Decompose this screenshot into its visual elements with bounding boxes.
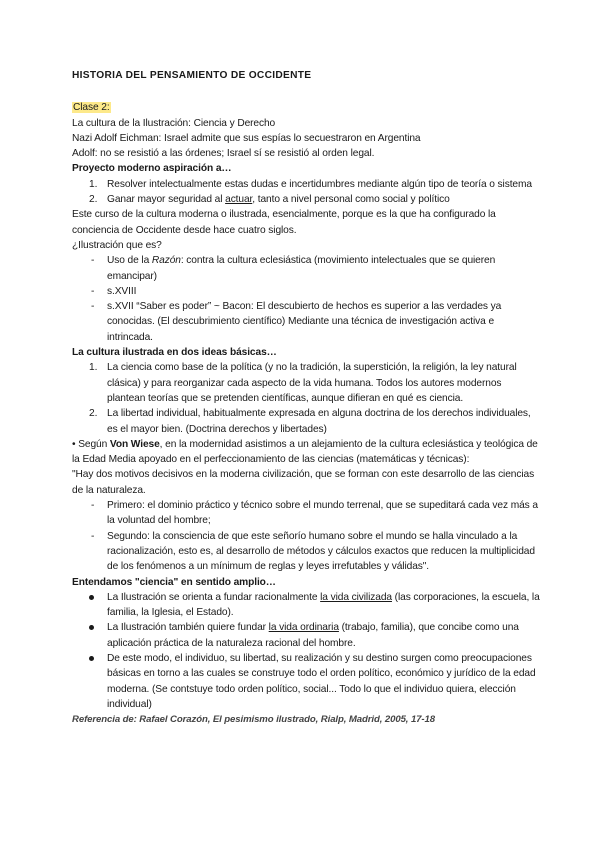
list-text-pre: Uso de la (107, 255, 152, 267)
paragraph-von-wiese (72, 437, 542, 468)
list-text: La libertad individual, habitualmente expresada en alguna doctrina de los derechos individuales, es el mayor bien. (Doctrina derechos y libertades) (107, 408, 531, 435)
list-item (72, 590, 542, 621)
list-item (72, 620, 542, 651)
list-text-post: : contra la cultura eclesiástica (movimiento intelectuales que se quieren emancipar) (107, 255, 496, 282)
bullet-prefix: • Según (72, 438, 110, 450)
list-text-post: (trabajo, familia), que concibe como una aplicación práctica de la naturaleza racional del hombre. (107, 622, 519, 649)
list-text: La ciencia como base de la política (y no la tradición, la superstición, la religión, la ley natural clásica) y para reorganizar cada aspecto de la vida humana. Todos los autores modernos plantean teorías que se pretenden científicas, aunque difieran en qué es ciencia. (107, 362, 517, 404)
list-number: 2. (89, 194, 98, 206)
intro-line: Nazi Adolf Eichman: Israel admite que sus espías lo secuestraron en Argentina (72, 132, 421, 144)
list-text-pre: Ganar mayor seguridad al (107, 194, 226, 206)
dash-marker: - (91, 530, 95, 542)
list-item (72, 284, 542, 299)
list-item (72, 253, 542, 284)
list-text: Segundo: la consciencia de que este señorío humano sobre el mundo se halla vinculado a la racionalización, esto es, al desarrollo de métodos y cálculos exactos que reducen la multiplicidad de los fenómenos a un mínimum de reglas y leyes irrefutables y válidas". (107, 530, 535, 573)
bullet-dot (89, 656, 94, 661)
author-name: Von Wiese (109, 438, 160, 450)
list-number: 1. (89, 178, 98, 190)
numbered-list-1 (72, 177, 542, 208)
quote-paragraph: "Hay dos motivos decisivos en la moderna civilización, que se forman con este desarrollo de las ciencias de la naturaleza. (72, 469, 535, 496)
list-text: De este modo, el individuo, su libertad, su realización y su destino surgen como preocupaciones básicas en torno a las cuales se construye todo el orden político, económico y jurídico de la edad moderna. (Se contstuye todo orden político, social... Todo lo que el individuo quiera, elección individual) (107, 652, 536, 710)
document-title: HISTORIA DEL PENSAMIENTO DE OCCIDENTE (72, 70, 312, 81)
list-number: 1. (89, 362, 98, 374)
dash-marker: - (91, 301, 95, 313)
list-text: Primero: el dominio práctico y técnico sobre el mundo terrenal, que se supeditará cada vez más a la voluntad del hombre; (107, 500, 538, 527)
numbered-list-2 (72, 360, 542, 436)
bullet-list (72, 590, 542, 712)
list-item (72, 651, 542, 712)
reference-citation: Referencia de: Rafael Corazón, El pesimismo ilustrado, Rialp, Madrid, 2005, 17-18 (72, 714, 435, 726)
list-item (72, 498, 542, 529)
list-text-pre: La Ilustración se orienta a fundar racionalmente (107, 591, 321, 603)
list-item (72, 360, 542, 406)
list-text: Resolver intelectualmente estas dudas e incertidumbres mediante algún tipo de teoría o sistema (107, 178, 532, 190)
underlined-phrase: la vida civilizada (320, 591, 392, 603)
list-text-post: , tanto a nivel personal como social y político (252, 194, 450, 206)
dash-marker: - (91, 500, 95, 512)
paragraph-text: , en la modernidad asistimos a un alejamiento de la cultura eclesiástica y teológica de la Edad Media apoyado en el perfeccionamiento de las ciencias (matemáticas y técnicas): (72, 438, 538, 466)
list-number: 2. (89, 408, 98, 420)
list-item (72, 406, 542, 437)
class-label (72, 100, 542, 115)
intro-line: La cultura de la Ilustración: Ciencia y Derecho (72, 117, 276, 129)
paragraph-curso: Este curso de la cultura moderna o ilustrada, esencialmente, porque es la que ha configurado la conciencia de Occidente desde hace cuatro siglos. (72, 209, 496, 236)
dash-marker: - (91, 255, 95, 267)
bullet-dot (89, 625, 94, 630)
list-text: s.XVIII (107, 285, 137, 297)
class-highlight: Clase 2: (73, 102, 110, 114)
list-item (72, 529, 542, 575)
list-item (72, 299, 542, 345)
bullet-dot (89, 595, 94, 600)
dash-list-2 (72, 498, 542, 574)
emphasis-razon: Razón (151, 255, 181, 267)
intro-line: Adolf: no se resistió a las órdenes; Israel sí se resistió al orden legal. (72, 148, 375, 160)
underlined-phrase: la vida ordinaria (268, 622, 339, 634)
list-text: s.XVII “Saber es poder” ~ Bacon: El descubierto de hechos es superior a las verdades ya conocidas. (El descubrimiento científico) Mediante una técnica de investigación activa e intrincada. (107, 301, 502, 343)
dash-marker: - (91, 285, 95, 297)
question-ilustracion: ¿Ilustración que es? (72, 239, 162, 251)
heading-cultura-ilustrada: La cultura ilustrada en dos ideas básicas… (72, 347, 277, 359)
document-page (72, 68, 542, 727)
list-text-post: (las corporaciones, la escuela, la familia, la Iglesia, el Estado). (107, 591, 540, 619)
underlined-word: actuar (225, 194, 253, 206)
list-item (72, 177, 542, 192)
dash-list-1 (72, 253, 542, 345)
list-item (72, 192, 542, 207)
heading-ciencia: Entendamos "ciencia" en sentido amplio… (72, 576, 276, 588)
heading-proyecto: Proyecto moderno aspiración a… (72, 163, 232, 175)
list-text-pre: La Ilustración también quiere fundar (107, 622, 269, 634)
